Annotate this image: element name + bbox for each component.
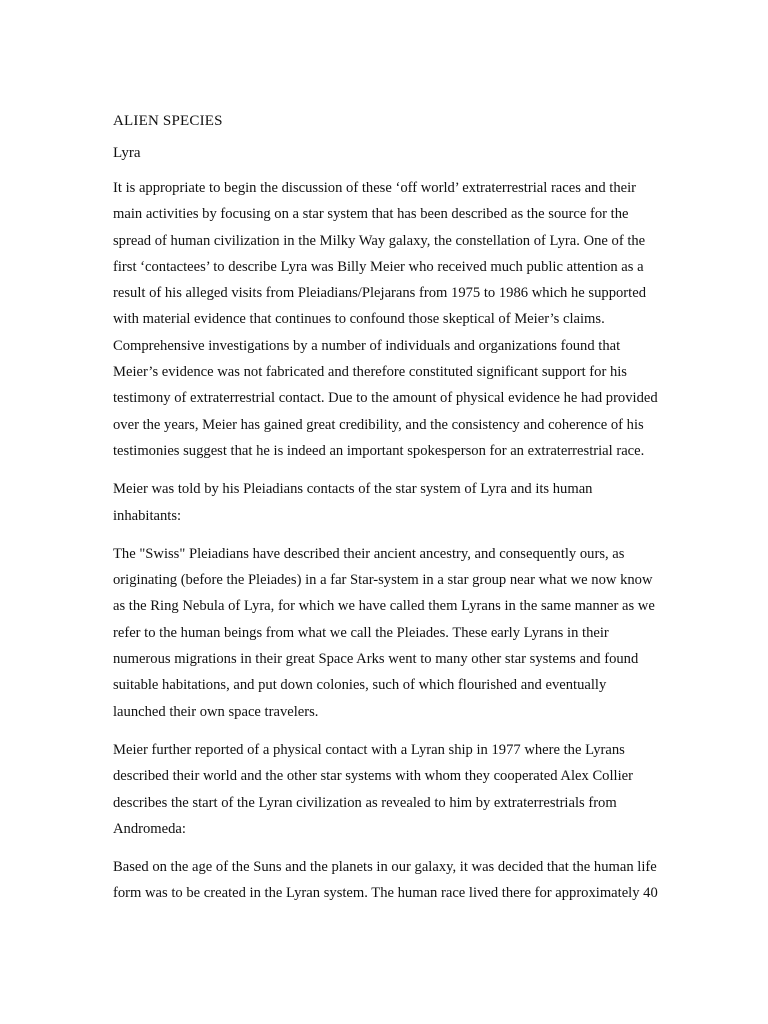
text-line: with material evidence that continues to confound those skeptical of Meier’s claims. — [113, 311, 605, 328]
text-line: Andromeda: — [113, 820, 186, 837]
text-line: describes the start of the Lyran civilization as revealed to him by extraterrestrials from — [113, 794, 617, 811]
text-line: result of his alleged visits from Pleiadians/Plejarans from 1975 to 1986 which he supported — [113, 285, 646, 302]
text-line: testimony of extraterrestrial contact. Due to the amount of physical evidence he had provided — [113, 390, 658, 407]
text-line: numerous migrations in their great Space Arks went to many other star systems and found — [113, 651, 639, 668]
paragraph — [113, 737, 658, 842]
text-line: The "Swiss" Pleiadians have described their ancient ancestry, and consequently ours, as — [113, 545, 625, 562]
text-line: over the years, Meier has gained great credibility, and the consistency and coherence of his — [113, 416, 644, 433]
paragraph — [113, 175, 658, 464]
text-line: first ‘contactees’ to describe Lyra was Billy Meier who received much public attention as a — [113, 258, 644, 275]
document-title: ALIEN SPECIES — [113, 113, 223, 129]
text-line: as the Ring Nebula of Lyra, for which we have called them Lyrans in the same manner as we — [113, 598, 655, 615]
text-line: originating (before the Pleiades) in a far Star-system in a star group near what we now know — [113, 572, 653, 589]
paragraph — [113, 541, 658, 725]
text-line: It is appropriate to begin the discussion of these ‘off world’ extraterrestrial races and their — [113, 180, 637, 196]
text-line: form was to be created in the Lyran system. The human race lived there for approximately 40 — [113, 885, 658, 902]
text-line: main activities by focusing on a star system that has been described as the source for the — [113, 206, 629, 223]
text-line: inhabitants: — [113, 507, 182, 524]
text-line: launched their own space travelers. — [113, 703, 319, 720]
paragraph — [113, 476, 658, 529]
paragraph — [113, 854, 658, 907]
text-line: testimonies suggest that he is indeed an important spokesperson for an extraterrestrial race. — [113, 442, 645, 459]
text-line: Comprehensive investigations by a number of individuals and organizations found that — [113, 337, 621, 354]
text-line: suitable habitations, and put down colonies, such of which flourished and eventually — [113, 677, 607, 694]
text-line: refer to the human beings from what we call the Pleiades. These early Lyrans in their — [113, 624, 609, 641]
body-text — [113, 175, 658, 907]
text-line: Based on the age of the Suns and the planets in our galaxy, it was decided that the human life — [113, 859, 657, 876]
text-line: Meier further reported of a physical contact with a Lyran ship in 1977 where the Lyrans — [113, 741, 625, 758]
text-line: spread of human civilization in the Milky Way galaxy, the constellation of Lyra. One of the — [113, 232, 646, 249]
section-heading: Lyra — [113, 145, 141, 161]
text-line: Meier was told by his Pleiadians contacts of the star system of Lyra and its human — [113, 481, 593, 498]
text-line: described their world and the other star systems with whom they cooperated Alex Collier — [113, 768, 633, 785]
text-line: Meier’s evidence was not fabricated and therefore constituted significant support for his — [113, 364, 627, 381]
